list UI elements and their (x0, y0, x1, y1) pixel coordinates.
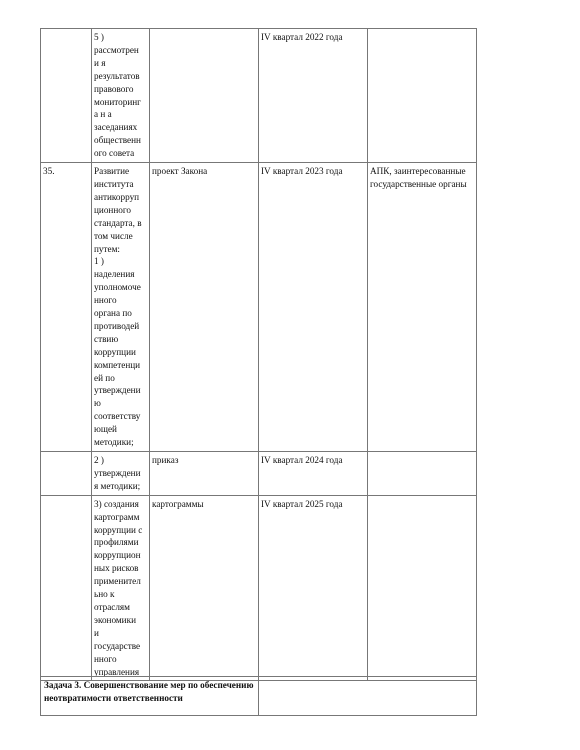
measure-cell (92, 29, 150, 163)
table-row (41, 495, 477, 681)
row-number: 35. (41, 163, 92, 452)
measure-cell (92, 163, 150, 452)
measure-line: мониторинг (94, 96, 141, 107)
measure-line: наделения (94, 269, 135, 280)
measure-cell (92, 495, 150, 681)
measure-line: Развитие (94, 166, 130, 177)
measure-line: рассмотрен (94, 44, 139, 55)
measure-line: ствию (94, 333, 119, 344)
deadline: IV квартал 2024 года (259, 452, 368, 496)
measure-line: результатов (94, 70, 140, 81)
measure-line: картограмм (94, 511, 140, 522)
measure-line: органа по (94, 308, 132, 319)
row-number (41, 495, 92, 681)
measure-line: ьно к (94, 589, 115, 600)
measure-line: заседаниях (94, 122, 138, 133)
measure-line: компетенци (94, 359, 141, 370)
deadline: IV квартал 2023 года (259, 163, 368, 452)
measure-line: отраслям (94, 601, 130, 612)
measure-line: стандарта, в (94, 217, 142, 228)
completion-form: приказ (150, 452, 259, 496)
row-number (41, 29, 92, 163)
measure-line: 5 ) (94, 32, 104, 42)
measure-line: 2 ) (94, 455, 104, 465)
row-number (41, 452, 92, 496)
measure-line: нного (94, 653, 117, 664)
measure-line: антикорруп (94, 191, 140, 202)
measure-line: соответству (94, 411, 141, 422)
measure-line: ю (94, 398, 101, 409)
measure-line: 3) создания (94, 498, 139, 509)
task-title: Задача 3. Совершенствование мер по обеспечению неотвратимости ответственности (41, 677, 259, 716)
executor (368, 29, 477, 163)
table-row (41, 29, 477, 163)
measure-line: ей по (94, 372, 115, 383)
task-table (40, 676, 477, 716)
measure-line: института (94, 178, 134, 189)
completion-form: картограммы (150, 495, 259, 681)
deadline: IV квартал 2025 года (259, 495, 368, 681)
table-row (41, 452, 477, 496)
measure-line: применител (94, 576, 141, 587)
measure-line: управления (94, 666, 140, 677)
measure-line: нного (94, 295, 117, 306)
measure-line: утверждени (94, 385, 141, 396)
measure-line: 1 ) (94, 256, 104, 267)
deadline: IV квартал 2022 года (259, 29, 368, 163)
executor: АПК, заинтересованные государственные органы (368, 163, 477, 452)
measure-line: ных рисков (94, 563, 139, 574)
measure-line: а н а (94, 109, 112, 120)
measure-line: противодей (94, 320, 140, 331)
measure-line: общественн (94, 135, 141, 146)
task-row (41, 677, 477, 716)
completion-form: проект Закона (150, 163, 259, 452)
measure-line: методики; (94, 437, 134, 448)
completion-form (150, 29, 259, 163)
measure-line: ционного (94, 204, 131, 215)
measure-line: уполномоче (94, 282, 141, 293)
measure-line: и (94, 627, 99, 638)
measure-cell (92, 452, 150, 496)
measure-line: путем: (94, 243, 120, 254)
executor (368, 495, 477, 681)
measure-line: утверждени (94, 467, 141, 478)
measure-line: и я (94, 57, 106, 68)
measure-line: правового (94, 83, 134, 94)
measure-line: профилями (94, 537, 139, 548)
measure-line: ого совета (94, 148, 135, 159)
table-row (41, 163, 477, 452)
measure-line: ющей (94, 424, 117, 435)
measure-line: коррупции с (94, 524, 143, 535)
measure-line: коррупции (94, 346, 136, 357)
measure-line: я методики; (94, 480, 141, 491)
measure-line: том числе (94, 230, 133, 241)
measures-table (40, 28, 477, 681)
executor (368, 452, 477, 496)
measure-line: экономики (94, 614, 136, 625)
task-empty-cell (259, 677, 477, 716)
measure-line: государстве (94, 640, 141, 651)
measure-line: коррупцион (94, 550, 141, 561)
